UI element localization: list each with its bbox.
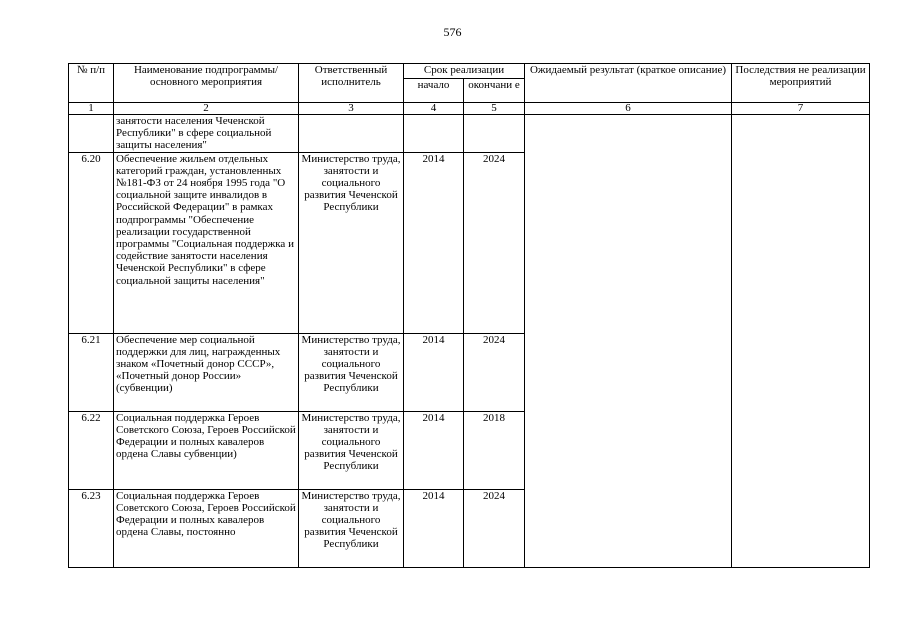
header-result: Ожидаемый результат (краткое описание) xyxy=(525,64,732,103)
row-start: 2014 xyxy=(404,152,464,333)
row-executor: Министерство труда, занятости и социального развития Чеченской Республики xyxy=(299,333,404,411)
row-end: 2024 xyxy=(464,152,525,333)
row-end: 2024 xyxy=(464,333,525,411)
row-executor: Министерство труда, занятости и социального развития Чеченской Республики xyxy=(299,489,404,567)
column-number: 2 xyxy=(114,103,299,115)
column-number: 4 xyxy=(404,103,464,115)
row-number: 6.23 xyxy=(69,489,114,567)
row-number xyxy=(69,115,114,153)
row-start: 2014 xyxy=(404,333,464,411)
row-start: 2014 xyxy=(404,411,464,489)
column-number: 5 xyxy=(464,103,525,115)
header-executor: Ответственный исполнитель xyxy=(299,64,404,103)
header-consequences: Последствия не реализации мероприятий xyxy=(732,64,870,103)
row-end xyxy=(464,115,525,153)
header-end: окончани е xyxy=(464,79,525,103)
column-numbers-row xyxy=(69,103,870,115)
page-number: 576 xyxy=(443,25,462,39)
row-number: 6.21 xyxy=(69,333,114,411)
result-cell xyxy=(525,115,732,568)
header-start: начало xyxy=(404,79,464,103)
row-number: 6.22 xyxy=(69,411,114,489)
row-executor: Министерство труда, занятости и социального развития Чеченской Республики xyxy=(299,152,404,333)
column-number: 1 xyxy=(69,103,114,115)
row-name: занятости населения Чеченской Республики" в сфере социальной защиты населения" xyxy=(114,115,299,153)
table-row xyxy=(69,115,870,153)
header-num: № п/п xyxy=(69,64,114,103)
row-name: Социальная поддержка Героев Советского Союза, Героев Российской Федерации и полных кавалеров ордена Славы, постоянно xyxy=(114,489,299,567)
column-number: 3 xyxy=(299,103,404,115)
row-name: Обеспечение жильем отдельных категорий граждан, установленных №181-ФЗ от 24 ноября 1995 года "О социальной защите инвалидов в Российской Федерации" в рамках подпрограммы "Обеспечение реализации государственной программы "Социальная поддержка и содействие занятости населения Чеченской Республики" в сфере социальной защиты населения" xyxy=(114,152,299,333)
column-number: 6 xyxy=(525,103,732,115)
row-end: 2024 xyxy=(464,489,525,567)
header-period: Срок реализации xyxy=(404,64,525,79)
row-executor xyxy=(299,115,404,153)
consequences-cell xyxy=(732,115,870,568)
table-header xyxy=(69,64,870,115)
header-name: Наименование подпрограммы/ основного мероприятия xyxy=(114,64,299,103)
row-executor: Министерство труда, занятости и социального развития Чеченской Республики xyxy=(299,411,404,489)
program-table xyxy=(68,63,870,568)
row-name: Социальная поддержка Героев Советского Союза, Героев Российской Федерации и полных кавалеров ордена Славы субвенции) xyxy=(114,411,299,489)
row-end: 2018 xyxy=(464,411,525,489)
row-name: Обеспечение мер социальной поддержки для лиц, награжденных знаком «Почетный донор СССР», «Почетный донор России» (субвенции) xyxy=(114,333,299,411)
row-start xyxy=(404,115,464,153)
row-number: 6.20 xyxy=(69,152,114,333)
row-start: 2014 xyxy=(404,489,464,567)
column-number: 7 xyxy=(732,103,870,115)
